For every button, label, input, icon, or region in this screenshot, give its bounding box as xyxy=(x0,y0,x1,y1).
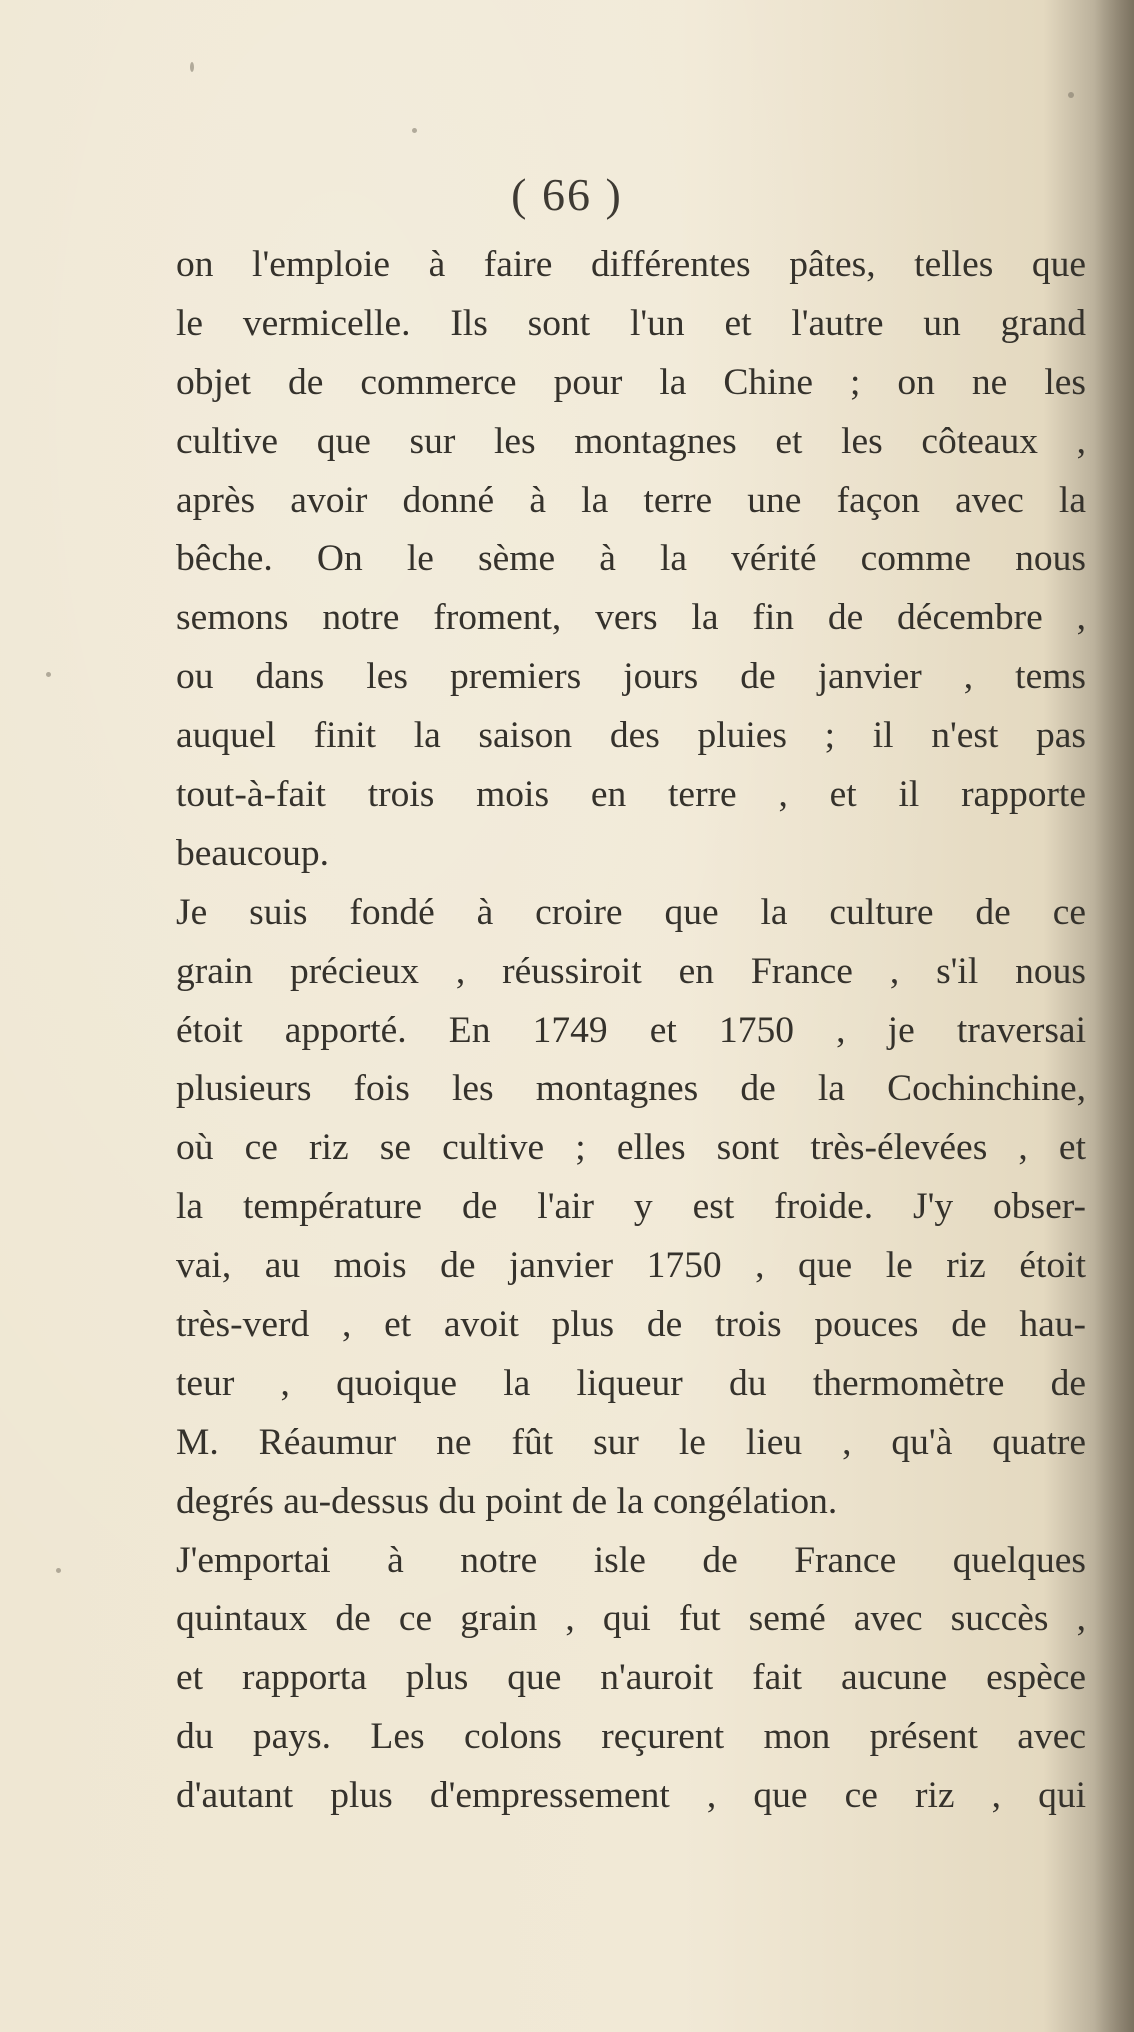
text-line: d'autant plus d'empressement , que ce riz , qui xyxy=(176,1775,1086,1817)
text-line: on l'emploie à faire différentes pâtes, telles que xyxy=(176,244,1086,285)
text-line: ou dans les premiers jours de janvier , tems xyxy=(176,656,1086,698)
text-line: la température de l'air y est froide. J'y obser- xyxy=(176,1186,1086,1228)
text-line: objet de commerce pour la Chine ; on ne les xyxy=(176,361,1086,403)
text-line: M. Réaumur ne fût sur le lieu , qu'à quatre xyxy=(176,1421,1086,1463)
text-line: quintaux de ce grain , qui fut semé avec succès , xyxy=(176,1598,1086,1640)
text-line: cultive que sur les montagnes et les côteaux , xyxy=(176,420,1086,462)
text-line: après avoir donné à la terre une façon avec la xyxy=(176,479,1086,521)
text-line: le vermicelle. Ils sont l'un et l'autre un grand xyxy=(176,302,1086,344)
text-line: beaucoup. xyxy=(176,832,330,874)
text-line: et rapporta plus que n'auroit fait aucune espèce xyxy=(176,1657,1086,1699)
text-line: vai, au mois de janvier 1750 , que le riz étoit xyxy=(176,1245,1086,1287)
text-line: grain précieux , réussiroit en France , s'il nous xyxy=(176,950,1086,992)
text-line: très-verd , et avoit plus de trois pouces de hau- xyxy=(176,1304,1086,1346)
text-line: J'emportai à notre isle de France quelques xyxy=(176,1539,1086,1581)
text-line: bêche. On le sème à la vérité comme nous xyxy=(176,538,1086,580)
text-line: étoit apporté. En 1749 et 1750 , je traversai xyxy=(176,1009,1086,1051)
text-line: où ce riz se cultive ; elles sont très-élevées , et xyxy=(176,1127,1086,1169)
text-line: tout-à-fait trois mois en terre , et il rapporte xyxy=(176,774,1086,816)
text-line: Je suis fondé à croire que la culture de ce xyxy=(176,891,1086,933)
paper-speck xyxy=(46,672,51,677)
page-number: ( 66 ) xyxy=(511,169,623,220)
text-line: semons notre froment, vers la fin de décembre , xyxy=(176,597,1086,639)
text-line: degrés au-dessus du point de la congélation. xyxy=(176,1480,838,1522)
paper-speck xyxy=(190,62,194,72)
page-edge-shadow xyxy=(1094,0,1134,2032)
text-line: teur , quoique la liqueur du thermomètre de xyxy=(176,1362,1086,1404)
paper-speck xyxy=(1068,92,1074,98)
text-line: auquel finit la saison des pluies ; il n'est pas xyxy=(176,715,1086,757)
text-line: du pays. Les colons reçurent mon présent avec xyxy=(176,1716,1086,1758)
body-text xyxy=(176,236,1086,1826)
paper-speck xyxy=(412,128,417,133)
paper-speck xyxy=(56,1568,61,1573)
text-line: plusieurs fois les montagnes de la Cochinchine, xyxy=(176,1068,1086,1110)
